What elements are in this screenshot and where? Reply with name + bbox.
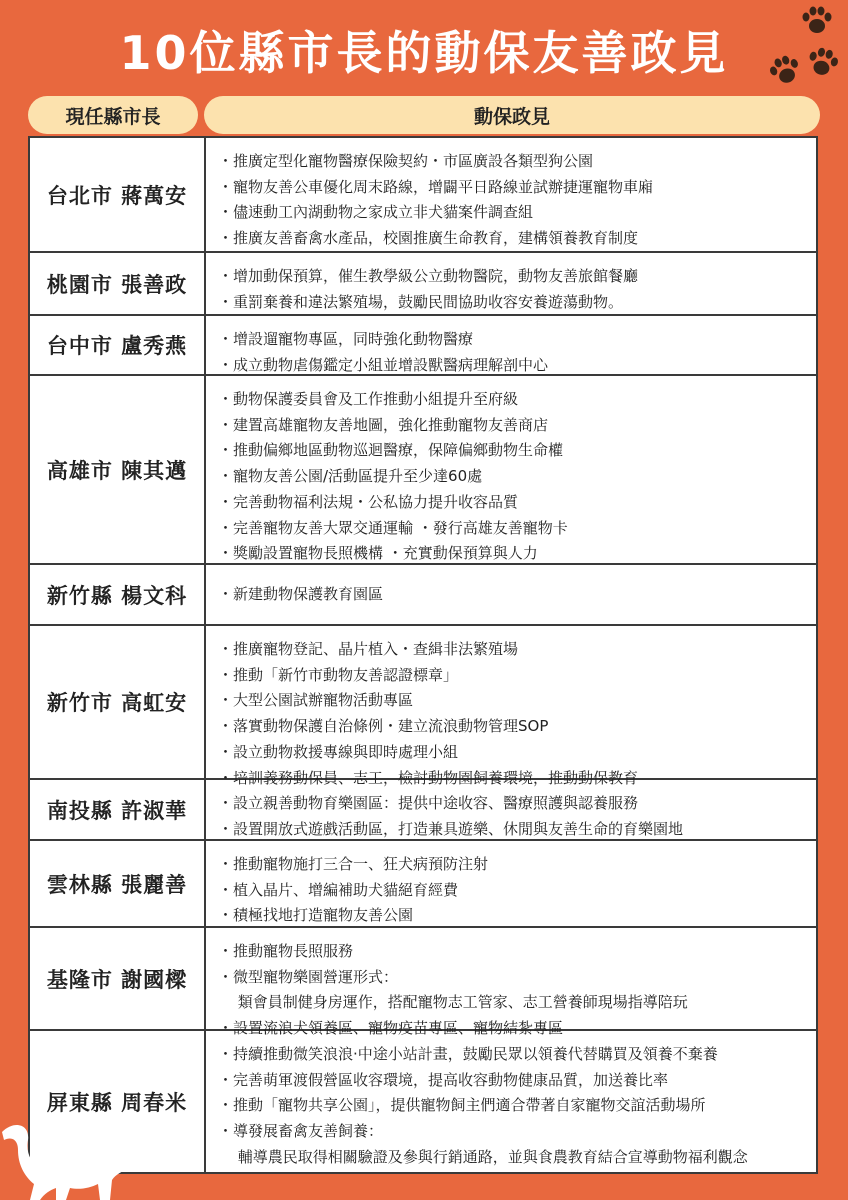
policy-item: ・重罰棄養和違法繁殖場，鼓勵民間協助收容安養遊蕩動物。: [218, 292, 624, 311]
policy-list: [206, 1031, 816, 1172]
mayor-name: 雲林縣 張麗善: [30, 841, 206, 926]
policy-item: ・微型寵物樂園營運形式：: [218, 967, 399, 986]
policy-item: ・推動偏鄉地區動物巡迴醫療，保障偏鄉動物生命權: [218, 441, 564, 460]
policy-item: ・設置開放式遊戲活動區，打造兼具遊樂、休閒與友善生命的育樂園地: [218, 819, 684, 838]
policy-item: ・推動寵物施打三合一、狂犬病預防注射: [218, 855, 489, 873]
policy-item: ・建置高雄寵物友善地圖，強化推動寵物友善商店: [218, 415, 549, 434]
policy-item: ・推廣定型化寵物醫療保險契約・市區廣設各類型狗公園: [218, 152, 594, 170]
policy-item: ・導發展畜禽友善飼養：: [218, 1122, 384, 1141]
policy-item: ・推動「寵物共享公園」，提供寵物飼主們適合帶著自家寵物交誼活動場所: [218, 1096, 706, 1115]
table-header: [28, 96, 820, 134]
policy-table: [28, 136, 818, 1174]
policy-list: [206, 928, 816, 1038]
paw-print-icon: [768, 54, 802, 86]
mayor-name: 新竹市 高虹安: [30, 626, 206, 778]
policy-list: [206, 780, 816, 839]
mayor-name: 屏東縣 周春米: [30, 1031, 206, 1172]
policy-item: ・推廣友善畜禽水產品，校園推廣生命教育，建構領養教育制度: [218, 229, 639, 248]
mayor-name: 台中市 盧秀燕: [30, 316, 206, 374]
table-row: [30, 841, 816, 928]
policy-item: ・大型公園試辦寵物活動專區: [218, 691, 414, 710]
mayor-name: 基隆市 謝國樑: [30, 928, 206, 1029]
policy-item: ・儘速動工內湖動物之家成立非犬貓案件調查組: [218, 203, 534, 222]
policy-item: ・新建動物保護教育園區: [218, 584, 384, 603]
paw-print-icon: [806, 46, 840, 78]
table-row: [30, 928, 816, 1038]
policy-item: ・完善萌軍渡假營區收容環境，提高收容動物健康品質，加送養比率: [218, 1070, 669, 1089]
policy-item: ・寵物友善公園/活動區提升至少達60處: [218, 467, 483, 486]
policy-list: [206, 626, 816, 787]
cat-silhouette-icon: [0, 1118, 140, 1200]
paw-print-icon: [800, 4, 834, 36]
policy-list: [206, 138, 816, 251]
table-row: [30, 626, 816, 787]
table-row: [30, 565, 816, 626]
policy-item: ・植入晶片、增編補助犬貓絕育經費: [218, 880, 459, 899]
policy-item: ・落實動物保護自治條例・建立流浪動物管理SOP: [218, 717, 549, 736]
policy-item: ・獎勵設置寵物長照機構 ・充實動保預算與人力: [218, 544, 538, 563]
table-row: [30, 1031, 816, 1172]
policy-list: [206, 565, 816, 624]
mayor-name: 桃園市 張善政: [30, 253, 206, 314]
mayor-name: 高雄市 陳其邁: [30, 376, 206, 563]
policy-item: ・培訓義務動保員、志工，檢討動物園飼養環境，推動動保教育: [218, 768, 639, 787]
header-policies: 動保政見: [204, 96, 820, 134]
table-row: [30, 780, 816, 841]
policy-item: ・成立動物虐傷鑑定小組並增設獸醫病理解剖中心: [218, 355, 549, 374]
policy-list: [206, 376, 816, 563]
header-mayor: 現任縣市長: [28, 96, 198, 134]
policy-item: ・持續推動微笑浪浪‧中途小站計畫，鼓勵民眾以領養代替購買及領養不棄養: [218, 1045, 718, 1063]
policy-item: ・設立動物救援專線與即時處理小組: [218, 742, 459, 761]
policy-item: ・推廣寵物登記、晶片植入・查緝非法繁殖場: [218, 640, 519, 658]
policy-item: ・增加動保預算，催生教學級公立動物醫院，動物友善旅館餐廳: [218, 267, 639, 285]
policy-list: [206, 841, 816, 926]
policy-item: ・推動寵物長照服務: [218, 942, 354, 960]
mayor-name: 台北市 蔣萬安: [30, 138, 206, 251]
policy-item: ・寵物友善公車優化周末路線，增闢平日路線並試辦捷運寵物車廂: [218, 177, 654, 196]
policy-item: ・動物保護委員會及工作推動小組提升至府級: [218, 390, 519, 408]
policy-item: ・完善寵物友善大眾交通運輸 ・發行高雄友善寵物卡: [218, 518, 568, 537]
policy-item: ・完善動物福利法規・公私協力提升收容品質: [218, 492, 519, 511]
policy-item: ・增設遛寵物專區，同時強化動物醫療: [218, 330, 474, 348]
table-row: [30, 138, 816, 253]
table-row: [30, 316, 816, 376]
policy-item: ・推動「新竹市動物友善認證標章」: [218, 665, 459, 684]
table-row: [30, 253, 816, 316]
mayor-name: 新竹縣 楊文科: [30, 565, 206, 624]
policy-list: [206, 253, 816, 314]
policy-item: ・積極找地打造寵物友善公園: [218, 906, 414, 925]
mayor-name: 南投縣 許淑華: [30, 780, 206, 839]
table-row: [30, 376, 816, 565]
policy-item: ・設置流浪犬領養區、寵物疫苗專區、寵物結紮專區: [218, 1019, 564, 1038]
policy-list: [206, 316, 816, 374]
page-title: 10位縣市長的動保友善政見: [119, 26, 729, 80]
policy-item: 輔導農民取得相關驗證及參與行銷通路，並與食農教育結合宣導動物福利觀念: [218, 1147, 748, 1166]
policy-item: ・設立親善動物育樂園區：提供中途收容、醫療照護與認養服務: [218, 794, 639, 812]
policy-item: 類會員制健身房運作，搭配寵物志工管家、志工營養師現場指導陪玩: [218, 993, 688, 1012]
